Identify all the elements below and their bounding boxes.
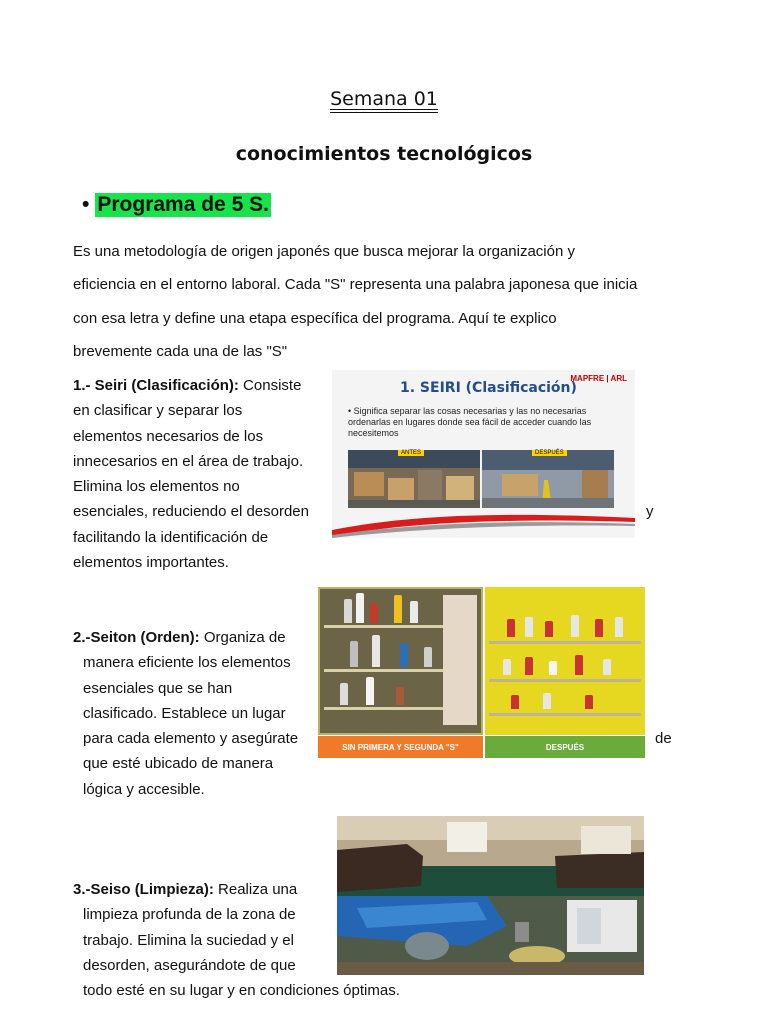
seiton-image	[318, 587, 645, 758]
before-photo	[348, 450, 480, 508]
after-photo	[482, 450, 614, 508]
item-line: Realiza una	[213, 881, 298, 898]
item-label: 2.-Seiton (Orden):	[73, 629, 200, 646]
item-label: 1.- Seiri (Clasificación):	[73, 377, 239, 394]
item-line: Organiza de	[199, 629, 286, 646]
page-subtitle: conocimientos tecnológicos	[235, 143, 533, 165]
seiri-image	[332, 370, 635, 538]
item-line: limpieza profunda de la zona de	[83, 906, 296, 924]
item-line: clasificado. Establece un lugar	[83, 704, 286, 722]
item-line: elementos necesarios de los	[73, 427, 264, 445]
intro-line: brevemente cada una de las "S"	[73, 342, 288, 360]
section-heading	[82, 193, 271, 217]
item-line: desorden, asegurándote de que	[83, 956, 296, 974]
item-line: esenciales, reduciendo el desorden	[73, 503, 309, 521]
item-line: en clasificar y separar los	[73, 402, 243, 420]
intro-line: Es una metodología de origen japonés que busca mejorar la organización y	[73, 243, 575, 260]
image-text: • Significa separar las cosas necesarias y las no necesarias ordenarlas en lugares donde sea fácil de acceder cuando las necesitemos	[348, 406, 592, 438]
item-line: Consiste	[238, 377, 302, 394]
item-line: para cada elemento y asegúrate	[83, 730, 299, 748]
item-line: manera eficiente los elementos	[83, 654, 291, 672]
page-title: Semana 01	[330, 88, 438, 110]
cabinet-before	[318, 587, 483, 735]
item-line: esenciales que se han	[83, 679, 233, 697]
item-line: innecesarios en el área de trabajo.	[73, 452, 304, 470]
item-line: que esté ubicado de manera	[83, 755, 274, 773]
after-tag: DESPUÉS	[532, 450, 567, 456]
image-heading: 1. SEIRI (Clasificación)	[400, 380, 577, 396]
bullet-icon: •	[82, 193, 90, 216]
intro-paragraph	[73, 235, 693, 368]
brand-logo: MAPFRE | ARL	[570, 374, 627, 383]
red-swoosh	[332, 508, 635, 538]
item-label: 3.-Seiso (Limpieza):	[73, 881, 214, 898]
item-line: lógica y accesible.	[83, 780, 205, 798]
trailing-word: y	[646, 503, 654, 520]
item-seiri	[73, 373, 333, 575]
intro-line: con esa letra y define una etapa específica del programa. Aquí te explico	[73, 309, 557, 327]
item-line: todo esté en su lugar y en condiciones óptimas.	[83, 982, 400, 1000]
intro-line: eficiencia en el entorno laboral. Cada "S" representa una palabra japonesa que inicia	[73, 276, 638, 294]
label-before: SIN PRIMERA Y SEGUNDA "S"	[318, 736, 483, 758]
label-after: DESPUÉS	[485, 736, 645, 758]
item-line: facilitando la identificación de	[73, 528, 269, 546]
cabinet-after	[485, 587, 645, 735]
item-line: trabajo. Elimina la suciedad y el	[83, 931, 294, 949]
trailing-word: de	[655, 730, 672, 747]
item-line: elementos importantes.	[73, 554, 229, 572]
highlighted-heading: Programa de 5 S.	[97, 193, 269, 216]
item-seiton	[73, 625, 318, 802]
before-tag: ANTES	[398, 450, 424, 456]
seiso-image	[337, 816, 644, 975]
item-line: Elimina los elementos no	[73, 478, 240, 496]
